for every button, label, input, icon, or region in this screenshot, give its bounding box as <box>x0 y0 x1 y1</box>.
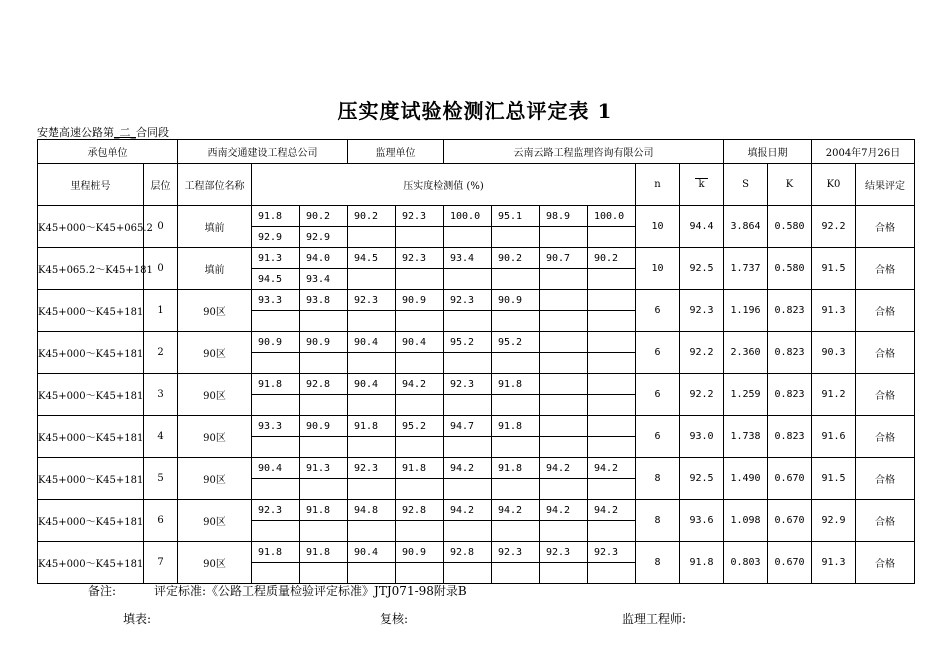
value-cell: 92.3 <box>540 542 588 563</box>
value-cell <box>396 437 444 458</box>
value-cell <box>348 269 396 290</box>
result-cell: 合格 <box>856 542 915 584</box>
table-row <box>38 458 915 479</box>
value-cell: 90.2 <box>588 248 636 269</box>
header-k-bar: k <box>695 178 707 191</box>
value-cell <box>300 563 348 584</box>
layer-cell: 4 <box>144 416 178 458</box>
table-row <box>38 416 915 437</box>
value-cell <box>492 353 540 374</box>
result-cell: 合格 <box>856 290 915 332</box>
table-row <box>38 248 915 269</box>
k-coef-cell: 0.670 <box>768 458 812 500</box>
value-cell <box>588 563 636 584</box>
section-prefix: 安楚高速公路第 <box>37 126 114 139</box>
k-mean-cell: 94.4 <box>680 206 724 248</box>
value-cell: 92.9 <box>300 227 348 248</box>
value-cell <box>492 227 540 248</box>
part-cell: 90区 <box>178 458 252 500</box>
value-cell <box>540 395 588 416</box>
value-cell <box>492 311 540 332</box>
header-k0: K0 <box>812 164 856 206</box>
value-cell <box>348 395 396 416</box>
result-cell: 合格 <box>856 416 915 458</box>
value-cell: 91.8 <box>300 542 348 563</box>
value-cell: 94.2 <box>588 458 636 479</box>
k-mean-cell: 92.5 <box>680 458 724 500</box>
value-cell <box>396 479 444 500</box>
value-cell: 92.3 <box>444 290 492 311</box>
value-cell: 93.4 <box>444 248 492 269</box>
value-cell: 92.9 <box>252 227 300 248</box>
value-cell <box>348 521 396 542</box>
value-cell <box>588 332 636 353</box>
contract-section <box>37 124 169 140</box>
value-cell: 90.9 <box>396 542 444 563</box>
k-mean-cell: 92.5 <box>680 248 724 290</box>
value-cell <box>252 563 300 584</box>
table-row <box>38 290 915 311</box>
header-part: 工程部位名称 <box>178 164 252 206</box>
value-cell: 91.8 <box>492 458 540 479</box>
k0-cell: 91.5 <box>812 458 856 500</box>
value-cell: 94.0 <box>300 248 348 269</box>
value-cell <box>540 269 588 290</box>
value-cell <box>588 311 636 332</box>
value-cell: 92.3 <box>252 500 300 521</box>
part-cell: 90区 <box>178 416 252 458</box>
value-cell <box>348 353 396 374</box>
value-cell: 90.4 <box>348 542 396 563</box>
value-cell: 95.2 <box>492 332 540 353</box>
page-title: 压实度试验检测汇总评定表 1 <box>337 99 613 123</box>
s-cell: 1.259 <box>724 374 768 416</box>
value-cell <box>444 437 492 458</box>
k-coef-cell: 0.823 <box>768 290 812 332</box>
part-cell: 90区 <box>178 290 252 332</box>
header-station: 里程桩号 <box>38 164 144 206</box>
value-cell <box>540 437 588 458</box>
header-layer: 层位 <box>144 164 178 206</box>
value-cell <box>588 374 636 395</box>
header-result: 结果评定 <box>856 164 915 206</box>
k0-cell: 92.2 <box>812 206 856 248</box>
value-cell <box>540 479 588 500</box>
value-cell: 90.4 <box>252 458 300 479</box>
value-cell: 92.3 <box>588 542 636 563</box>
table-row <box>38 542 915 563</box>
station-cell: K45+000～K45+181 <box>38 332 144 374</box>
value-cell: 95.1 <box>492 206 540 227</box>
value-cell: 90.4 <box>396 332 444 353</box>
station-cell: K45+000～K45+181 <box>38 542 144 584</box>
n-cell: 10 <box>636 206 680 248</box>
value-cell: 91.8 <box>252 374 300 395</box>
value-cell <box>540 290 588 311</box>
k0-cell: 91.5 <box>812 248 856 290</box>
k-coef-cell: 0.823 <box>768 374 812 416</box>
value-cell <box>540 374 588 395</box>
value-cell <box>252 479 300 500</box>
fill-signature: 填表: <box>123 612 152 626</box>
k0-cell: 91.3 <box>812 290 856 332</box>
s-cell: 1.738 <box>724 416 768 458</box>
review-signature: 复核: <box>380 612 409 626</box>
value-cell: 100.0 <box>444 206 492 227</box>
value-cell: 92.3 <box>396 248 444 269</box>
k0-cell: 90.3 <box>812 332 856 374</box>
station-cell: K45+000～K45+181 <box>38 290 144 332</box>
contractor-label: 承包单位 <box>38 140 178 164</box>
value-cell <box>540 416 588 437</box>
value-cell <box>300 353 348 374</box>
value-cell <box>348 311 396 332</box>
engineer-signature: 监理工程师: <box>622 612 687 626</box>
value-cell <box>492 437 540 458</box>
value-cell <box>444 521 492 542</box>
k-coef-cell: 0.823 <box>768 416 812 458</box>
part-cell: 90区 <box>178 500 252 542</box>
value-cell: 95.2 <box>396 416 444 437</box>
value-cell: 90.9 <box>300 332 348 353</box>
value-cell <box>300 479 348 500</box>
value-cell: 93.8 <box>300 290 348 311</box>
header-row <box>38 164 915 206</box>
layer-cell: 5 <box>144 458 178 500</box>
n-cell: 6 <box>636 290 680 332</box>
layer-cell: 6 <box>144 500 178 542</box>
value-cell <box>588 269 636 290</box>
value-cell: 94.2 <box>540 458 588 479</box>
value-cell: 93.3 <box>252 290 300 311</box>
value-cell <box>252 395 300 416</box>
value-cell: 92.3 <box>348 458 396 479</box>
value-cell <box>540 311 588 332</box>
value-cell: 90.4 <box>348 332 396 353</box>
value-cell: 92.3 <box>348 290 396 311</box>
value-cell: 91.8 <box>396 458 444 479</box>
value-cell <box>444 353 492 374</box>
value-cell: 94.7 <box>444 416 492 437</box>
value-cell <box>444 269 492 290</box>
value-cell: 91.8 <box>252 542 300 563</box>
k0-cell: 92.9 <box>812 500 856 542</box>
s-cell: 2.360 <box>724 332 768 374</box>
supervisor-value: 云南云路工程监理咨询有限公司 <box>444 140 724 164</box>
section-number: _二_ <box>114 126 136 139</box>
value-cell <box>444 563 492 584</box>
value-cell: 90.9 <box>252 332 300 353</box>
value-cell <box>444 311 492 332</box>
value-cell: 92.3 <box>396 206 444 227</box>
value-cell <box>396 563 444 584</box>
n-cell: 8 <box>636 542 680 584</box>
value-cell: 94.2 <box>540 500 588 521</box>
remark <box>88 582 467 599</box>
value-cell: 90.9 <box>300 416 348 437</box>
part-cell: 90区 <box>178 542 252 584</box>
value-cell: 94.2 <box>492 500 540 521</box>
value-cell <box>252 353 300 374</box>
table-row <box>38 206 915 227</box>
value-cell <box>492 563 540 584</box>
result-cell: 合格 <box>856 458 915 500</box>
summary-table-viewport <box>37 139 914 570</box>
section-suffix: 合同段 <box>136 126 169 139</box>
value-cell: 90.7 <box>540 248 588 269</box>
value-cell: 92.8 <box>396 500 444 521</box>
value-cell <box>396 395 444 416</box>
value-cell: 91.8 <box>492 416 540 437</box>
value-cell <box>444 227 492 248</box>
value-cell <box>540 227 588 248</box>
value-cell <box>540 563 588 584</box>
value-cell: 90.2 <box>300 206 348 227</box>
result-cell: 合格 <box>856 248 915 290</box>
value-cell <box>540 353 588 374</box>
date-label: 填报日期 <box>724 140 812 164</box>
layer-cell: 2 <box>144 332 178 374</box>
station-cell: K45+000～K45+181 <box>38 374 144 416</box>
n-cell: 8 <box>636 458 680 500</box>
value-cell <box>588 227 636 248</box>
value-cell: 100.0 <box>588 206 636 227</box>
value-cell <box>444 395 492 416</box>
value-cell <box>396 521 444 542</box>
value-cell: 90.4 <box>348 374 396 395</box>
value-cell: 94.2 <box>588 500 636 521</box>
value-cell: 94.2 <box>444 500 492 521</box>
k-coef-cell: 0.580 <box>768 206 812 248</box>
k-coef-cell: 0.670 <box>768 542 812 584</box>
k-coef-cell: 0.823 <box>768 332 812 374</box>
station-cell: K45+000～K45+181 <box>38 416 144 458</box>
value-cell <box>300 311 348 332</box>
value-cell <box>396 311 444 332</box>
station-cell: K45+000～K45+181 <box>38 500 144 542</box>
value-cell: 90.9 <box>396 290 444 311</box>
value-cell: 94.5 <box>252 269 300 290</box>
n-cell: 8 <box>636 500 680 542</box>
remark-text: 评定标准:《公路工程质量检验评定标准》JTJ071-98附录B <box>154 584 467 598</box>
value-cell: 93.3 <box>252 416 300 437</box>
value-cell: 93.4 <box>300 269 348 290</box>
table-row <box>38 500 915 521</box>
layer-cell: 7 <box>144 542 178 584</box>
result-cell: 合格 <box>856 206 915 248</box>
value-cell: 94.5 <box>348 248 396 269</box>
value-cell <box>348 563 396 584</box>
value-cell <box>252 311 300 332</box>
value-cell <box>492 269 540 290</box>
value-cell: 95.2 <box>444 332 492 353</box>
station-cell: K45+065.2～K45+181 <box>38 248 144 290</box>
k-coef-cell: 0.580 <box>768 248 812 290</box>
part-cell: 90区 <box>178 332 252 374</box>
info-row <box>38 140 915 164</box>
header-values: 压实度检测值 (%) <box>252 164 636 206</box>
value-cell: 90.2 <box>492 248 540 269</box>
s-cell: 3.864 <box>724 206 768 248</box>
table-row <box>38 332 915 353</box>
k0-cell: 91.3 <box>812 542 856 584</box>
value-cell: 92.3 <box>492 542 540 563</box>
n-cell: 6 <box>636 374 680 416</box>
header-s: S <box>724 164 768 206</box>
table-row <box>38 374 915 395</box>
summary-table <box>37 139 915 584</box>
k-mean-cell: 92.2 <box>680 332 724 374</box>
value-cell <box>252 521 300 542</box>
value-cell <box>396 353 444 374</box>
result-cell: 合格 <box>856 374 915 416</box>
value-cell: 91.8 <box>252 206 300 227</box>
result-cell: 合格 <box>856 500 915 542</box>
value-cell <box>540 521 588 542</box>
header-kcoef: K <box>768 164 812 206</box>
s-cell: 0.803 <box>724 542 768 584</box>
k0-cell: 91.6 <box>812 416 856 458</box>
value-cell: 90.2 <box>348 206 396 227</box>
k-mean-cell: 93.0 <box>680 416 724 458</box>
s-cell: 1.737 <box>724 248 768 290</box>
supervisor-label: 监理单位 <box>348 140 444 164</box>
value-cell <box>540 332 588 353</box>
value-cell <box>588 290 636 311</box>
part-cell: 填前 <box>178 206 252 248</box>
s-cell: 1.196 <box>724 290 768 332</box>
k-mean-cell: 93.6 <box>680 500 724 542</box>
n-cell: 10 <box>636 248 680 290</box>
s-cell: 1.098 <box>724 500 768 542</box>
k-mean-cell: 91.8 <box>680 542 724 584</box>
part-cell: 90区 <box>178 374 252 416</box>
station-cell: K45+000～K45+181 <box>38 458 144 500</box>
value-cell <box>348 227 396 248</box>
value-cell: 92.8 <box>444 542 492 563</box>
value-cell <box>492 479 540 500</box>
value-cell: 98.9 <box>540 206 588 227</box>
value-cell: 92.3 <box>444 374 492 395</box>
value-cell <box>444 479 492 500</box>
value-cell: 91.8 <box>492 374 540 395</box>
k-mean-cell: 92.2 <box>680 374 724 416</box>
value-cell: 94.8 <box>348 500 396 521</box>
value-cell: 94.2 <box>396 374 444 395</box>
layer-cell: 3 <box>144 374 178 416</box>
value-cell <box>588 416 636 437</box>
value-cell <box>588 353 636 374</box>
value-cell <box>492 395 540 416</box>
k0-cell: 91.2 <box>812 374 856 416</box>
layer-cell: 0 <box>144 206 178 248</box>
value-cell <box>588 395 636 416</box>
header-n: n <box>636 164 680 206</box>
value-cell <box>348 437 396 458</box>
value-cell: 91.3 <box>252 248 300 269</box>
station-cell: K45+000～K45+065.2 <box>38 206 144 248</box>
k-mean-cell: 92.3 <box>680 290 724 332</box>
value-cell: 91.3 <box>300 458 348 479</box>
value-cell <box>588 437 636 458</box>
value-cell: 94.2 <box>444 458 492 479</box>
value-cell <box>396 227 444 248</box>
part-cell: 填前 <box>178 248 252 290</box>
value-cell: 92.8 <box>300 374 348 395</box>
result-cell: 合格 <box>856 332 915 374</box>
header-k <box>680 164 724 206</box>
value-cell <box>300 521 348 542</box>
contractor-value: 西南交通建设工程总公司 <box>178 140 348 164</box>
k-coef-cell: 0.670 <box>768 500 812 542</box>
n-cell: 6 <box>636 332 680 374</box>
value-cell: 91.8 <box>300 500 348 521</box>
value-cell <box>396 269 444 290</box>
value-cell <box>300 437 348 458</box>
value-cell <box>348 479 396 500</box>
remark-label: 备注: <box>88 584 117 598</box>
date-value: 2004年7月26日 <box>812 140 915 164</box>
layer-cell: 1 <box>144 290 178 332</box>
n-cell: 6 <box>636 416 680 458</box>
layer-cell: 0 <box>144 248 178 290</box>
value-cell <box>588 521 636 542</box>
value-cell <box>588 479 636 500</box>
value-cell <box>492 521 540 542</box>
value-cell: 91.8 <box>348 416 396 437</box>
value-cell <box>252 437 300 458</box>
value-cell: 90.9 <box>492 290 540 311</box>
value-cell <box>300 395 348 416</box>
s-cell: 1.490 <box>724 458 768 500</box>
